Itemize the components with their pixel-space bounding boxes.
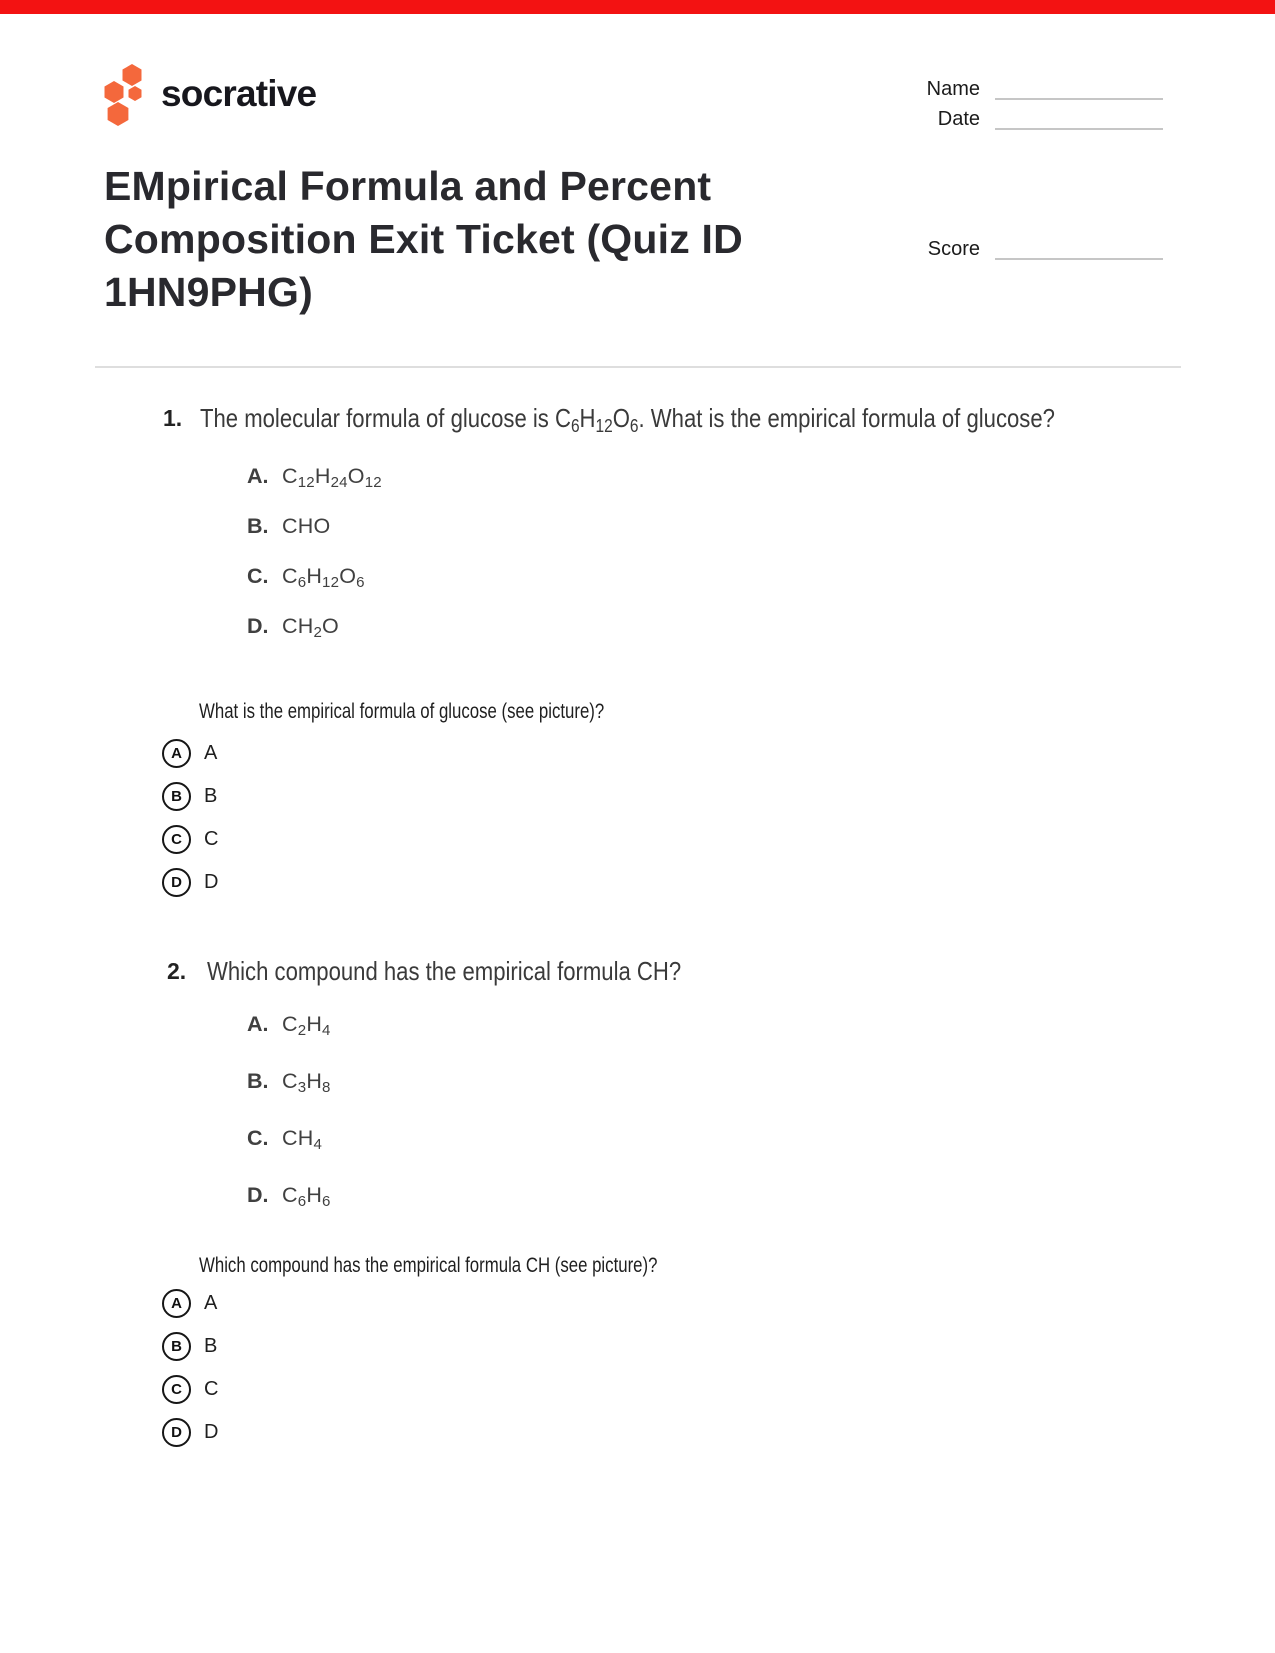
choice-row-d[interactable] (162, 861, 218, 904)
question-1-subquestion: What is the empirical formula of glucose (see picture)? (199, 700, 605, 723)
choice-row-a[interactable] (162, 1282, 218, 1325)
option-formula: $C_6H_{12}O_6$ (282, 564, 365, 592)
header-divider (95, 366, 1181, 368)
option-formula: CHO (282, 514, 331, 538)
radio-choice-d[interactable]: D (162, 1418, 191, 1447)
choice-label: C (204, 828, 219, 850)
score-input-line (995, 238, 1163, 260)
option-row-b (247, 1067, 331, 1124)
page-title-line: Composition Exit Ticket (Quiz ID (104, 216, 743, 262)
question-1-number: 1. (163, 405, 183, 431)
option-row-d (247, 1181, 331, 1238)
radio-choice-c[interactable]: C (162, 825, 191, 854)
option-row-d (247, 612, 382, 662)
option-letter: D. (247, 614, 269, 638)
name-label: Name (926, 78, 980, 100)
option-letter: A. (247, 1012, 269, 1036)
logo-wordmark: socrative (161, 73, 317, 114)
page-title (104, 160, 743, 319)
score-label: Score (927, 238, 980, 260)
choice-row-b[interactable] (162, 1325, 218, 1368)
radio-choice-c[interactable]: C (162, 1375, 191, 1404)
choice-label: A (204, 1292, 218, 1314)
option-formula: $C_2H_4$ (282, 1012, 331, 1040)
question-2-subquestion: Which compound has the empirical formula CH (see picture)? (199, 1254, 658, 1277)
choice-label: B (204, 1335, 218, 1357)
question-1-options (247, 462, 382, 662)
date-label: Date (937, 108, 980, 130)
page-title-line: EMpirical Formula and Percent (104, 163, 712, 209)
option-formula: $C_{12}H_{24}O_{12}$ (282, 464, 382, 492)
date-input-line (995, 108, 1163, 130)
option-letter: A. (247, 464, 269, 488)
question-2-number: 2. (167, 958, 187, 984)
choice-row-c[interactable] (162, 1368, 218, 1411)
option-formula: $CH_2O$ (282, 614, 339, 642)
radio-choice-b[interactable]: B (162, 1332, 191, 1361)
option-letter: C. (247, 1126, 269, 1150)
socrative-logo (104, 62, 316, 126)
option-letter: B. (247, 1069, 269, 1093)
score-field (845, 238, 1163, 260)
choice-label: A (204, 742, 218, 764)
option-letter: B. (247, 514, 269, 538)
name-input-line (995, 78, 1163, 100)
choice-label: B (204, 785, 218, 807)
choice-label: D (204, 871, 219, 893)
option-row-c (247, 1124, 331, 1181)
radio-choice-a[interactable]: A (162, 1289, 191, 1318)
choice-row-a[interactable] (162, 732, 218, 775)
radio-choice-d[interactable]: D (162, 868, 191, 897)
question-2-options (247, 1010, 331, 1238)
question-1-choices (162, 732, 218, 904)
option-letter: D. (247, 1183, 269, 1207)
question-2-stem (167, 956, 765, 986)
question-1-text (200, 403, 1206, 441)
top-accent-bar (0, 0, 1275, 14)
date-field (845, 108, 1163, 130)
choice-row-d[interactable] (162, 1411, 218, 1454)
question-2-text-content: Which compound has the empirical formula CH? (207, 956, 682, 986)
choice-label: C (204, 1378, 219, 1400)
question-2-choices (162, 1282, 218, 1454)
choice-label: D (204, 1421, 219, 1443)
name-field (845, 78, 1163, 100)
choice-row-b[interactable] (162, 775, 218, 818)
radio-choice-a[interactable]: A (162, 739, 191, 768)
choice-row-c[interactable] (162, 818, 218, 861)
option-formula: $C_6H_6$ (282, 1183, 331, 1211)
option-row-a (247, 462, 382, 512)
option-row-c (247, 562, 382, 612)
option-row-b (247, 512, 382, 562)
socrative-hexagons-icon (104, 62, 150, 126)
option-row-a (247, 1010, 331, 1067)
question-1-text-content: The molecular formula of glucose is $C_6H_{12}O_6$. What is the empirical formula of glucose? (200, 403, 1056, 437)
page-title-line: 1HN9PHG) (104, 269, 313, 315)
question-1-stem (163, 403, 1206, 441)
question-2-text (207, 956, 765, 986)
radio-choice-b[interactable]: B (162, 782, 191, 811)
option-formula: $CH_4$ (282, 1126, 323, 1154)
option-formula: $C_3H_8$ (282, 1069, 331, 1097)
option-letter: C. (247, 564, 269, 588)
